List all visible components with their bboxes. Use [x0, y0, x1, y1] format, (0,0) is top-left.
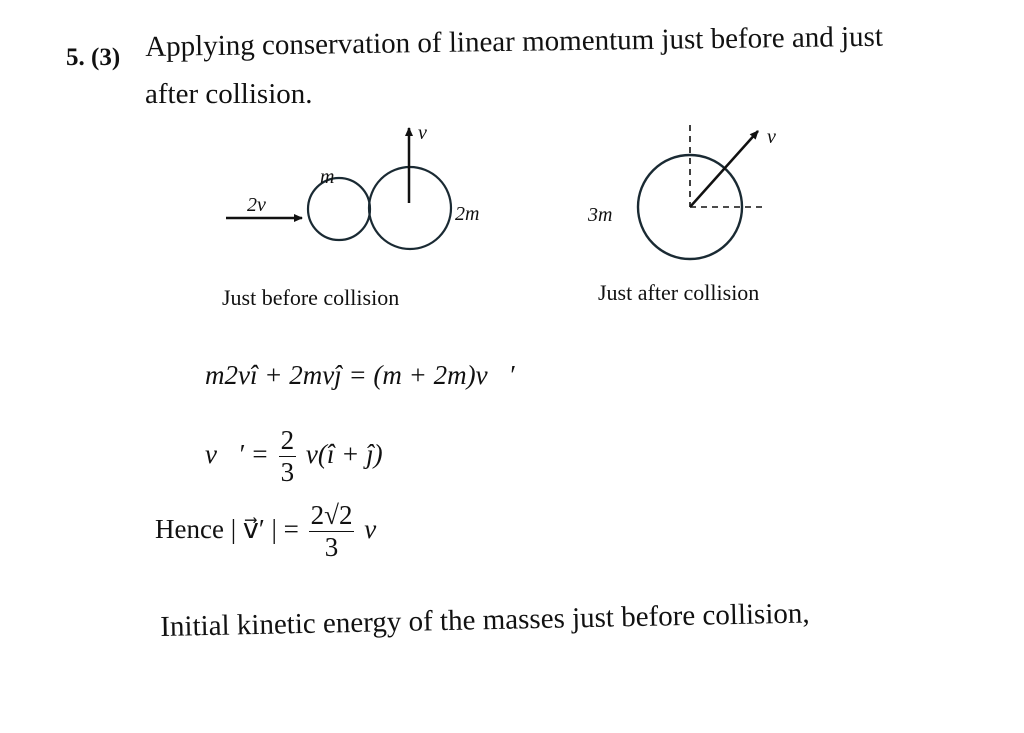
momentum-equation: m2vî + 2mvĵ = (m + 2m)v⃗′	[205, 360, 515, 390]
closing-sentence: Initial kinetic energy of the masses just before collision,	[160, 597, 810, 643]
speed-fraction-denominator: 3	[324, 532, 339, 563]
velocity-fraction-denominator: 3	[280, 457, 295, 488]
velocity-equation	[205, 425, 383, 488]
caption-before-collision: Just before collision	[222, 285, 400, 310]
combined-mass-label: 3m	[588, 204, 613, 226]
incoming-velocity-label: 2v	[247, 194, 266, 216]
question-number: 5. (3)	[66, 44, 121, 71]
before-collision-diagram	[226, 122, 479, 249]
speed-equation-lhs: Hence | v⃗′ | =	[155, 513, 299, 544]
caption-after-collision: Just after collision	[598, 280, 760, 305]
intro-line-2: after collision.	[145, 78, 313, 110]
intro-line-1: Applying conservation of linear momentum just before and just	[145, 20, 884, 63]
small-mass-circle	[308, 178, 370, 240]
after-collision-diagram	[587, 125, 776, 259]
velocity-fraction	[279, 425, 297, 488]
resultant-velocity-label: v	[767, 126, 776, 148]
velocity-equation-lhs: v⃗′ =	[205, 438, 269, 469]
small-mass-label: m	[320, 166, 335, 188]
speed-equation-rhs: v	[364, 513, 377, 544]
speed-magnitude-equation	[155, 500, 376, 563]
velocity-fraction-numerator: 2	[279, 425, 297, 457]
velocity-equation-rhs: v(î + ĵ)	[305, 438, 383, 469]
resultant-velocity-arrow	[690, 131, 758, 207]
upward-velocity-label: v	[418, 122, 427, 144]
large-mass-label: 2m	[455, 203, 480, 225]
speed-fraction-numerator: 2√2	[309, 500, 355, 532]
speed-fraction	[309, 500, 355, 563]
